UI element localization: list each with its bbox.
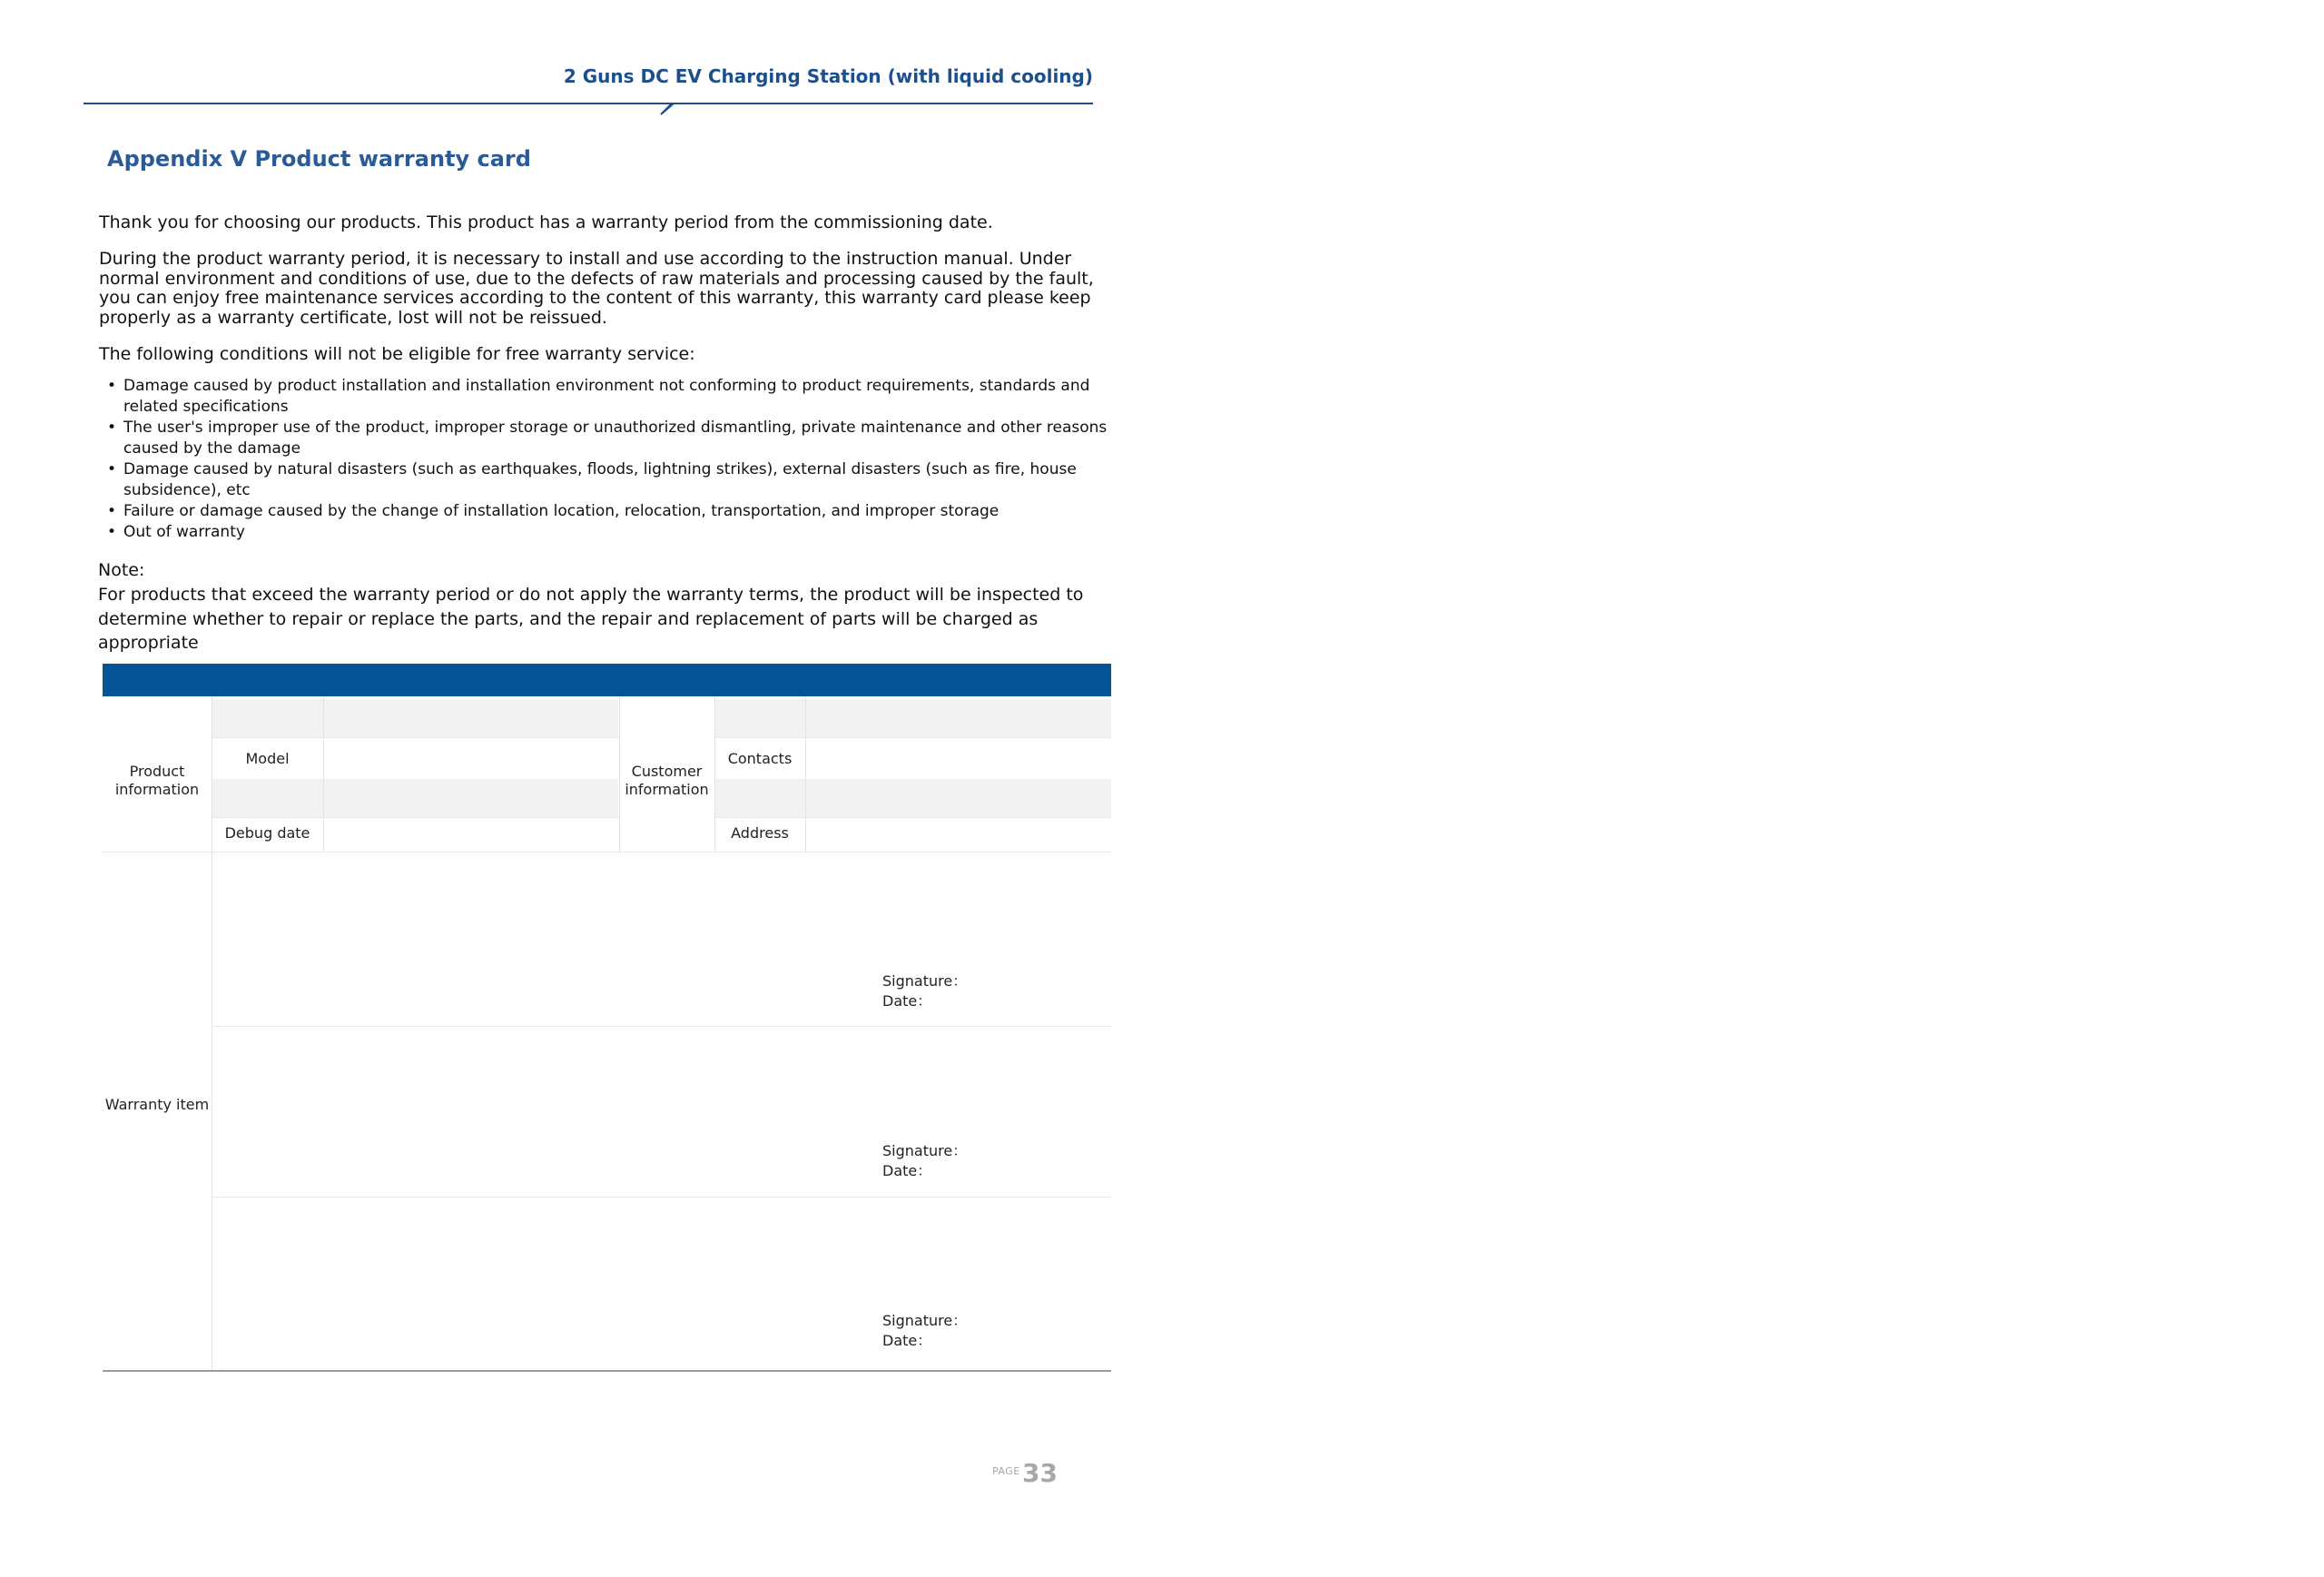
product-row-3-shade	[212, 779, 618, 817]
page-label: PAGE	[992, 1465, 1020, 1477]
ineligible-conditions-list	[102, 376, 1109, 543]
bullet-icon: •	[107, 523, 117, 541]
document-header-title: 2 Guns DC EV Charging Station (with liquid cooling)	[563, 65, 1093, 87]
signature-block-1	[882, 971, 967, 1011]
signature-block-3	[882, 1311, 967, 1351]
product-information-label: Product information	[114, 763, 200, 798]
bullet-icon: •	[107, 460, 117, 478]
note-text: For products that exceed the warranty period or do not apply the warranty terms, the product will be inspected to determine whether to repair or replace the parts, and the repair and replacement of parts will be charged as appropriate	[98, 585, 1084, 653]
table-header-bar	[103, 664, 1111, 696]
bullet-icon: •	[107, 502, 117, 520]
customer-row-3-shade	[714, 779, 1111, 817]
list-item: • Damage caused by natural disasters (such as earthquakes, floods, lightning strikes), external disasters (such as fire, house subsidence), etc	[107, 460, 1077, 499]
list-item: • Damage caused by product installation and installation environment not conforming to product requirements, standards and related specifications	[107, 377, 1090, 416]
note-label: Note:	[98, 560, 145, 580]
product-row-1-shade	[212, 699, 618, 737]
bullet-icon: •	[107, 377, 117, 395]
customer-information-label: Customer information	[625, 763, 709, 798]
date-label: Date：	[882, 1162, 932, 1179]
date-label: Date：	[882, 1332, 932, 1349]
bullet-icon: •	[107, 419, 117, 437]
signature-block-2	[882, 1141, 967, 1181]
signature-label: Signature：	[882, 1142, 968, 1159]
page-number: 33	[1022, 1458, 1058, 1488]
customer-row-1-shade	[714, 699, 1111, 737]
debug-date-label: Debug date	[224, 824, 310, 842]
list-item: • Out of warranty	[107, 523, 245, 541]
signature-label: Signature：	[882, 972, 968, 990]
list-item: • The user's improper use of the product, improper storage or unauthorized dismantling, private maintenance and other reasons caused by the damage	[107, 419, 1108, 458]
signature-label: Signature：	[882, 1312, 968, 1329]
intro-paragraph: Thank you for choosing our products. This product has a warranty period from the commissioning date.	[99, 212, 993, 232]
table-bottom-rule	[103, 1370, 1111, 1372]
warranty-period-paragraph: During the product warranty period, it is necessary to install and use according to the instruction manual. Under normal environment and conditions of use, due to the defects of raw materials and processing caused by the fault, you can enjoy free maintenance services according to the content of this warranty, this warranty card please keep properly as a warranty certificate, lost will not be reissued.	[99, 249, 1094, 328]
model-label: Model	[245, 750, 290, 767]
list-item: • Failure or damage caused by the change of installation location, relocation, transportation, and improper storage	[107, 502, 1000, 520]
contacts-label: Contacts	[727, 750, 793, 767]
header-rule	[84, 94, 1093, 120]
warranty-item-label: Warranty item	[104, 1096, 210, 1113]
appendix-title: Appendix V Product warranty card	[107, 146, 531, 172]
conditions-intro: The following conditions will not be eligible for free warranty service:	[99, 344, 695, 364]
date-label: Date：	[882, 992, 932, 1010]
address-label: Address	[731, 824, 789, 842]
